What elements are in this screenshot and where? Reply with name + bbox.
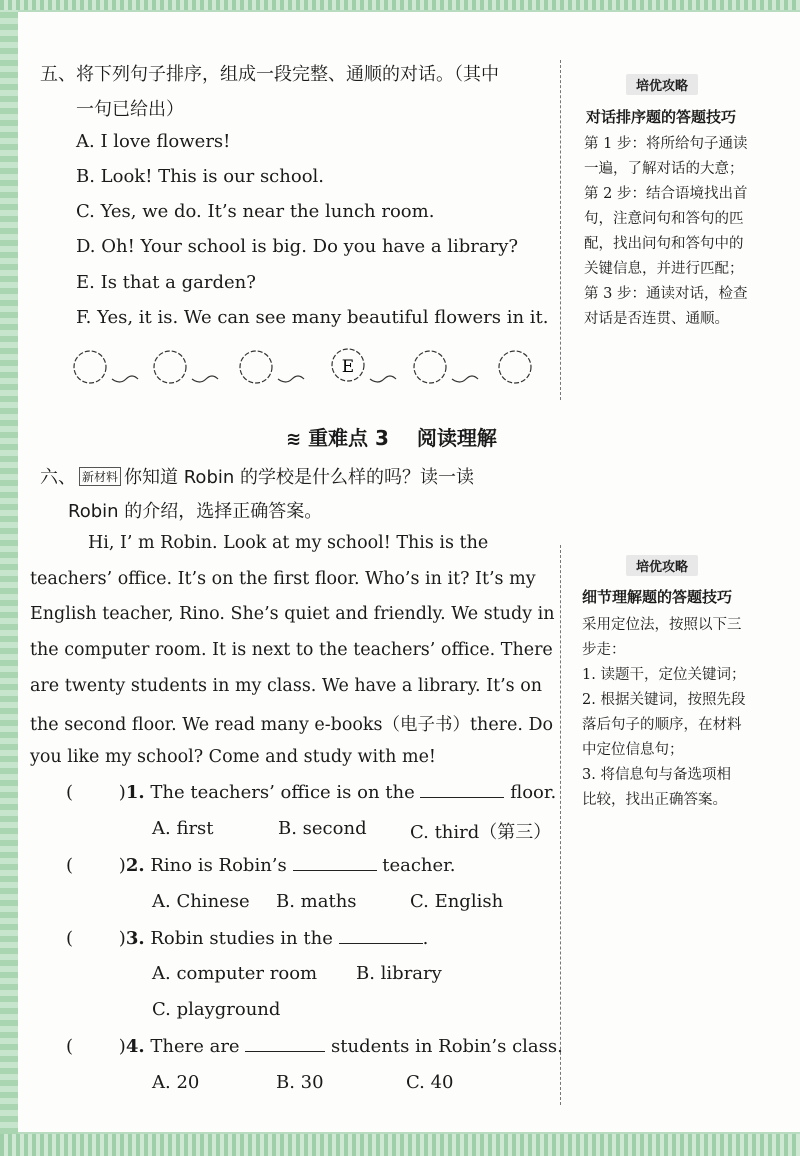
exercise5-option-e: E. Is that a garden? (76, 272, 256, 293)
question-stem: The teachers’ office is on the (150, 782, 415, 803)
tip2-line: 中定位信息句； (582, 742, 684, 758)
connector-1 (112, 376, 138, 382)
answer-slot-6[interactable] (499, 351, 531, 383)
option: A. Chinese (152, 891, 250, 912)
blank[interactable] (293, 870, 377, 871)
tip2-line: 采用定位法，按照以下三 (582, 617, 742, 633)
question-number: 2. (125, 855, 145, 876)
question-after: . (422, 928, 429, 949)
tip2-line: 1. 读题干，定位关键词； (582, 667, 746, 683)
exercise5-option-d: D. Oh! Your school is big. Do you have a library? (76, 236, 519, 257)
question-after: students in Robin’s class. (331, 1036, 563, 1057)
tip1-line: 第 2 步：结合语境找出首 (584, 186, 748, 202)
answer-slot-1[interactable] (74, 351, 106, 383)
tip2-line: 2. 根据关键词，按照先段 (582, 692, 746, 708)
connector-5 (452, 376, 478, 382)
answer-bracket[interactable]: ( ) (66, 928, 126, 949)
question-stem: There are (150, 1036, 240, 1057)
exercise6-number: 六、 (40, 467, 76, 488)
blank[interactable] (420, 797, 504, 798)
passage-line: the second floor. We read many e-books（电子书）there. Do (30, 715, 554, 735)
exercise5-title-line2: 一句已给出） (76, 99, 184, 120)
question-2 (66, 855, 456, 876)
tip2-line: 3. 将信息句与备选项相 (582, 767, 731, 783)
tip2-line: 步走： (582, 642, 626, 658)
connector-2 (192, 376, 218, 382)
tip1-line: 句，注意问句和答句的匹 (584, 211, 744, 227)
option: B. 30 (276, 1072, 324, 1093)
exercise6-title-line1 (40, 463, 474, 489)
exercise5-option-c: C. Yes, we do. It’s near the lunch room. (76, 201, 435, 222)
section-header-title: 阅读理解 (416, 426, 497, 450)
exercise5-option-a: A. I love flowers! (76, 131, 231, 152)
passage-line: Hi, I’ m Robin. Look at my school! This is the (88, 533, 489, 553)
option: C. playground (152, 999, 281, 1020)
tip1-line: 关键信息，并进行匹配； (584, 261, 744, 277)
option: C. English (410, 891, 504, 912)
new-material-tag: 新材料 (79, 467, 121, 486)
question-after: teacher. (382, 855, 456, 876)
question-after: floor. (510, 782, 557, 803)
passage-line: you like my school? Come and study with me! (30, 747, 436, 767)
question-stem: Rino is Robin’s (150, 855, 287, 876)
passage-line: the computer room. It is next to the teachers’ office. There (30, 640, 553, 660)
tip1-line: 第 1 步：将所给句子通读 (584, 136, 748, 152)
question-number: 1. (125, 782, 145, 803)
tip1-divider (560, 60, 561, 400)
blank[interactable] (339, 943, 423, 944)
section-header-label: 重难点 3 (308, 426, 389, 450)
connector-3 (278, 376, 304, 382)
option: A. 20 (152, 1072, 200, 1093)
question-stem: Robin studies in the (150, 928, 333, 949)
exercise6-title-line2: Robin 的介绍，选择正确答案。 (68, 501, 323, 522)
question-number: 3. (125, 928, 145, 949)
tip2-tag: 培优攻略 (626, 555, 698, 576)
option: B. library (356, 963, 442, 984)
tip1-line: 对话是否连贯、通顺。 (584, 311, 729, 327)
question-4 (66, 1036, 563, 1057)
exercise5-title-line1: 五、将下列句子排序，组成一段完整、通顺的对话。（其中 (40, 64, 499, 85)
passage-line: teachers’ office. It’s on the first floor. Who’s in it? It’s my (30, 569, 536, 589)
option: A. first (152, 818, 214, 839)
top-border-decoration (0, 0, 800, 10)
answer-slot-5[interactable] (414, 351, 446, 383)
left-edge-decoration (0, 0, 18, 1156)
tip1-tag: 培优攻略 (626, 74, 698, 95)
exercise6-title: 你知道 Robin 的学校是什么样的吗？读一读 (124, 467, 475, 488)
option: C. third（第三） (410, 822, 552, 843)
tip2-divider (560, 545, 561, 1105)
option: B. maths (276, 891, 357, 912)
given-answer-e: E (341, 357, 355, 377)
section-header (286, 422, 497, 451)
tip1-line: 一遍，了解对话的大意； (584, 161, 744, 177)
blank[interactable] (245, 1051, 325, 1052)
question-1 (66, 782, 556, 803)
passage-line: English teacher, Rino. She’s quiet and friendly. We study in (30, 604, 555, 624)
wave-icon: ≋ (286, 429, 302, 450)
tip2-line: 落后句子的顺序，在材料 (582, 717, 742, 733)
tip1-line: 第 3 步：通读对话，检查 (584, 286, 748, 302)
question-number: 4. (125, 1036, 145, 1057)
tip1-line: 配，找出问句和答句中的 (584, 236, 744, 252)
option: B. second (278, 818, 367, 839)
tip2-title: 细节理解题的答题技巧 (582, 588, 733, 606)
flower-answer-chain (70, 345, 540, 395)
connector-4 (370, 376, 396, 382)
answer-bracket[interactable]: ( ) (66, 782, 126, 803)
answer-slot-3[interactable] (240, 351, 272, 383)
exercise5-option-b: B. Look! This is our school. (76, 166, 325, 187)
passage-line: are twenty students in my class. We have a library. It’s on (30, 676, 543, 696)
answer-slot-2[interactable] (154, 351, 186, 383)
exercise5-option-f: F. Yes, it is. We can see many beautiful flowers in it. (76, 307, 549, 328)
option: A. computer room (152, 963, 318, 984)
tip1-title: 对话排序题的答题技巧 (586, 108, 737, 126)
bottom-border-decoration (0, 1134, 800, 1156)
answer-bracket[interactable]: ( ) (66, 855, 126, 876)
answer-bracket[interactable]: ( ) (66, 1036, 126, 1057)
option: C. 40 (406, 1072, 454, 1093)
tip2-line: 比较，找出正确答案。 (582, 792, 727, 808)
question-3 (66, 928, 428, 949)
